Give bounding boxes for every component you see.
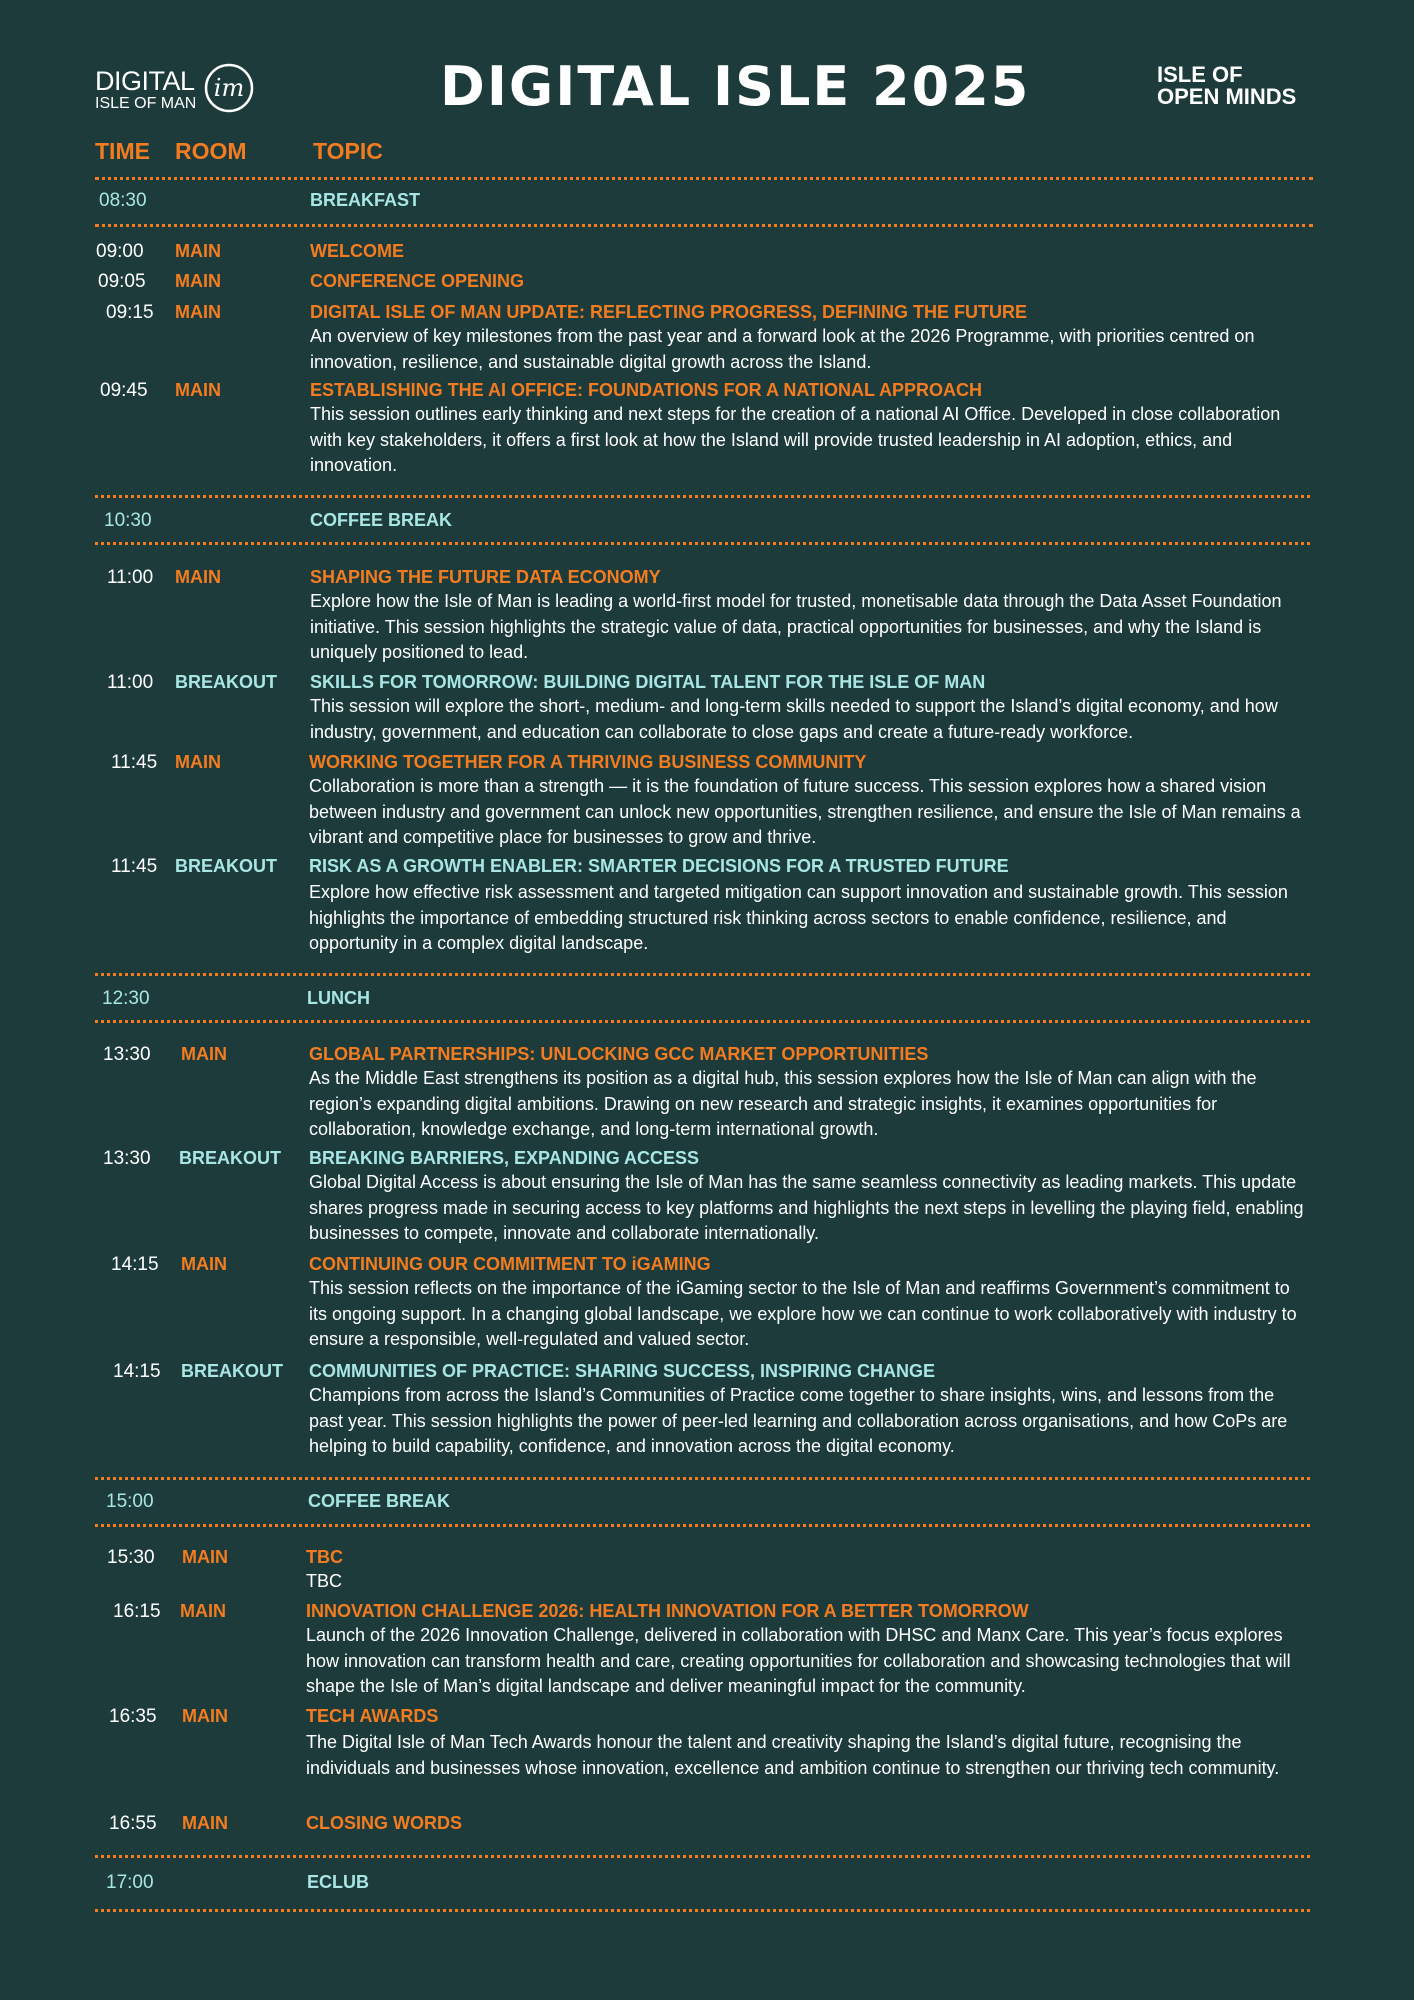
session-description: This session will explore the short-, medium- and long-term skills needed to support the Island’s digital economy, and how industry, government, and education can collaborate to close gaps and create a future-ready workforce. — [310, 696, 1278, 742]
session-room: MAIN — [175, 380, 221, 400]
session-title: WORKING TOGETHER FOR A THRIVING BUSINESS COMMUNITY — [309, 752, 867, 772]
session-room: BREAKOUT — [179, 1148, 281, 1168]
session-time: 11:00 — [107, 672, 154, 693]
session-room: MAIN — [175, 271, 221, 291]
session-description: Explore how effective risk assessment and targeted mitigation can support innovation and sustainable growth. This session highlights the importance of embedding structured risk thinking across sectors to enable confidence, resilience, and opportunity in a complex digital landscape. — [309, 882, 1288, 953]
session-room: BREAKOUT — [175, 672, 277, 692]
session-title: BREAKING BARRIERS, EXPANDING ACCESS — [309, 1148, 700, 1168]
session-room: MAIN — [182, 1706, 228, 1726]
session-room: BREAKOUT — [175, 856, 277, 876]
session-description: This session reflects on the importance of the iGaming sector to the Isle of Man and reaffirms Government’s commitment to its ongoing support. In a changing global landscape, we explore how we can continue to work collaboratively with industry to ensure a responsible, well-regulated and valued sector. — [309, 1278, 1297, 1349]
session-time: 09:15 — [106, 302, 154, 323]
divider — [95, 1477, 1310, 1480]
session-title: CLOSING WORDS — [306, 1813, 462, 1833]
column-header-topic: TOPIC — [313, 138, 383, 164]
session-description: The Digital Isle of Man Tech Awards honour the talent and creativity shaping the Island’s digital future, recognising the individuals and businesses whose innovation, excellence and ambition continue to strengthen our thriving tech community. — [306, 1732, 1280, 1778]
session-room: MAIN — [181, 1044, 227, 1064]
session-room: MAIN — [175, 241, 221, 261]
logo-right-line-2: OPEN MINDS — [1157, 84, 1297, 109]
session-room: MAIN — [182, 1813, 228, 1833]
session-description: TBC — [306, 1571, 342, 1591]
event-title: DIGITAL ISLE 2025 — [440, 55, 1031, 118]
session-title: BREAKFAST — [310, 190, 421, 210]
session-title: COMMUNITIES OF PRACTICE: SHARING SUCCESS, INSPIRING CHANGE — [309, 1361, 936, 1381]
session-title: CONFERENCE OPENING — [310, 271, 525, 291]
session-time: 16:15 — [113, 1601, 161, 1622]
session-title: INNOVATION CHALLENGE 2026: HEALTH INNOVATION FOR A BETTER TOMORROW — [306, 1601, 1029, 1621]
session-room: MAIN — [175, 302, 221, 322]
column-header-room: ROOM — [175, 138, 247, 164]
session-time: 12:30 — [102, 988, 150, 1009]
session-time: 09:45 — [100, 380, 148, 401]
session-time: 13:30 — [103, 1148, 151, 1169]
session-time: 15:00 — [106, 1491, 154, 1512]
session-title: DIGITAL ISLE OF MAN UPDATE: REFLECTING PROGRESS, DEFINING THE FUTURE — [310, 302, 1028, 322]
logo-right-line-1: ISLE OF — [1157, 62, 1243, 87]
logo-line-2: ISLE OF MAN — [95, 95, 197, 112]
isle-of-open-minds-logo — [1157, 64, 1296, 108]
session-room: MAIN — [175, 567, 221, 587]
session-time: 13:30 — [103, 1044, 151, 1065]
session-time: 08:30 — [99, 190, 147, 211]
session-title: SHAPING THE FUTURE DATA ECONOMY — [310, 567, 661, 587]
session-time: 15:30 — [107, 1547, 155, 1568]
digital-isle-of-man-logo — [95, 62, 255, 114]
session-title: LUNCH — [307, 988, 370, 1008]
session-title: ESTABLISHING THE AI OFFICE: FOUNDATIONS FOR A NATIONAL APPROACH — [310, 380, 982, 400]
session-title: TBC — [306, 1547, 343, 1567]
divider — [95, 1855, 1310, 1858]
logo-line-1: DIGITAL — [95, 66, 195, 96]
session-time: 16:35 — [109, 1706, 157, 1727]
divider — [95, 177, 1313, 180]
session-time: 10:30 — [104, 510, 152, 531]
page-header — [95, 55, 1315, 120]
divider — [95, 495, 1310, 498]
divider — [95, 1524, 1310, 1527]
session-title: TECH AWARDS — [306, 1706, 439, 1726]
session-room: MAIN — [182, 1547, 228, 1567]
session-description: Global Digital Access is about ensuring the Isle of Man has the same seamless connectivity as leading markets. This update shares progress made in securing access to key platforms and highlights the next steps in levelling the playing field, enabling businesses to compete, innovate and collaborate internationally. — [309, 1172, 1304, 1243]
session-description: Explore how the Isle of Man is leading a world-first model for trusted, monetisable data through the Data Asset Foundation initiative. This session highlights the strategic value of data, practical opportunities for businesses, and why the Island is uniquely positioned to lead. — [310, 591, 1282, 662]
session-title: COFFEE BREAK — [308, 1491, 451, 1511]
session-time: 09:05 — [98, 271, 146, 292]
session-title: SKILLS FOR TOMORROW: BUILDING DIGITAL TALENT FOR THE ISLE OF MAN — [310, 672, 986, 692]
session-title: GLOBAL PARTNERSHIPS: UNLOCKING GCC MARKET OPPORTUNITIES — [309, 1044, 929, 1064]
session-description: This session outlines early thinking and next steps for the creation of a national AI Office. Developed in close collaboration with key stakeholders, it offers a first look at how the Island will provide trusted leadership in AI adoption, ethics, and innovation. — [310, 404, 1281, 475]
logo-mark-text: im — [213, 74, 245, 102]
im-circle-icon — [203, 62, 255, 114]
session-title: CONTINUING OUR COMMITMENT TO iGAMING — [309, 1254, 711, 1274]
session-title: RISK AS A GROWTH ENABLER: SMARTER DECISIONS FOR A TRUSTED FUTURE — [309, 856, 1009, 876]
divider — [95, 542, 1310, 545]
session-room: MAIN — [180, 1601, 226, 1621]
divider — [95, 973, 1310, 976]
session-title: WELCOME — [310, 241, 404, 261]
session-description: Launch of the 2026 Innovation Challenge, delivered in collaboration with DHSC and Manx Care. This year’s focus explores how innovation can transform health and care, creating opportunities for collaboration and showcasing technologies that will shape the Isle of Man’s digital landscape and deliver meaningful impact for the community. — [306, 1625, 1291, 1696]
divider — [95, 224, 1313, 227]
session-time: 09:00 — [96, 241, 144, 262]
session-title: COFFEE BREAK — [310, 510, 453, 530]
session-time: 11:45 — [111, 856, 158, 877]
session-time: 14:15 — [111, 1254, 159, 1275]
session-description: As the Middle East strengthens its position as a digital hub, this session explores how the Isle of Man can align with the region’s expanding digital ambitions. Drawing on new research and strategic insights, it examines opportunities for collaboration, knowledge exchange, and long-term international growth. — [309, 1068, 1257, 1139]
session-time: 14:15 — [113, 1361, 161, 1382]
session-description: An overview of key milestones from the past year and a forward look at the 2026 Programme, with priorities centred on innovation, resilience, and sustainable digital growth across the Island. — [310, 326, 1255, 372]
session-time: 11:45 — [111, 752, 158, 773]
session-time: 11:00 — [107, 567, 154, 588]
session-description: Collaboration is more than a strength — it is the foundation of future success. This session explores how a shared vision between industry and government can unlock new opportunities, strengthen resilience, and ensure the Isle of Man remains a vibrant and competitive place for businesses to grow and thrive. — [309, 776, 1301, 847]
session-room: MAIN — [181, 1254, 227, 1274]
session-description: Champions from across the Island’s Communities of Practice come together to share insights, wins, and lessons from the past year. This session highlights the power of peer-led learning and collaboration across organisations, and how CoPs are helping to build capability, confidence, and innovation across the digital economy. — [309, 1385, 1288, 1456]
divider — [95, 1020, 1310, 1023]
session-time: 16:55 — [109, 1813, 157, 1834]
column-header-time: TIME — [95, 138, 150, 164]
session-room: BREAKOUT — [181, 1361, 283, 1381]
session-room: MAIN — [175, 752, 221, 772]
session-title: ECLUB — [307, 1872, 369, 1892]
session-time: 17:00 — [106, 1872, 154, 1893]
divider — [95, 1909, 1310, 1912]
